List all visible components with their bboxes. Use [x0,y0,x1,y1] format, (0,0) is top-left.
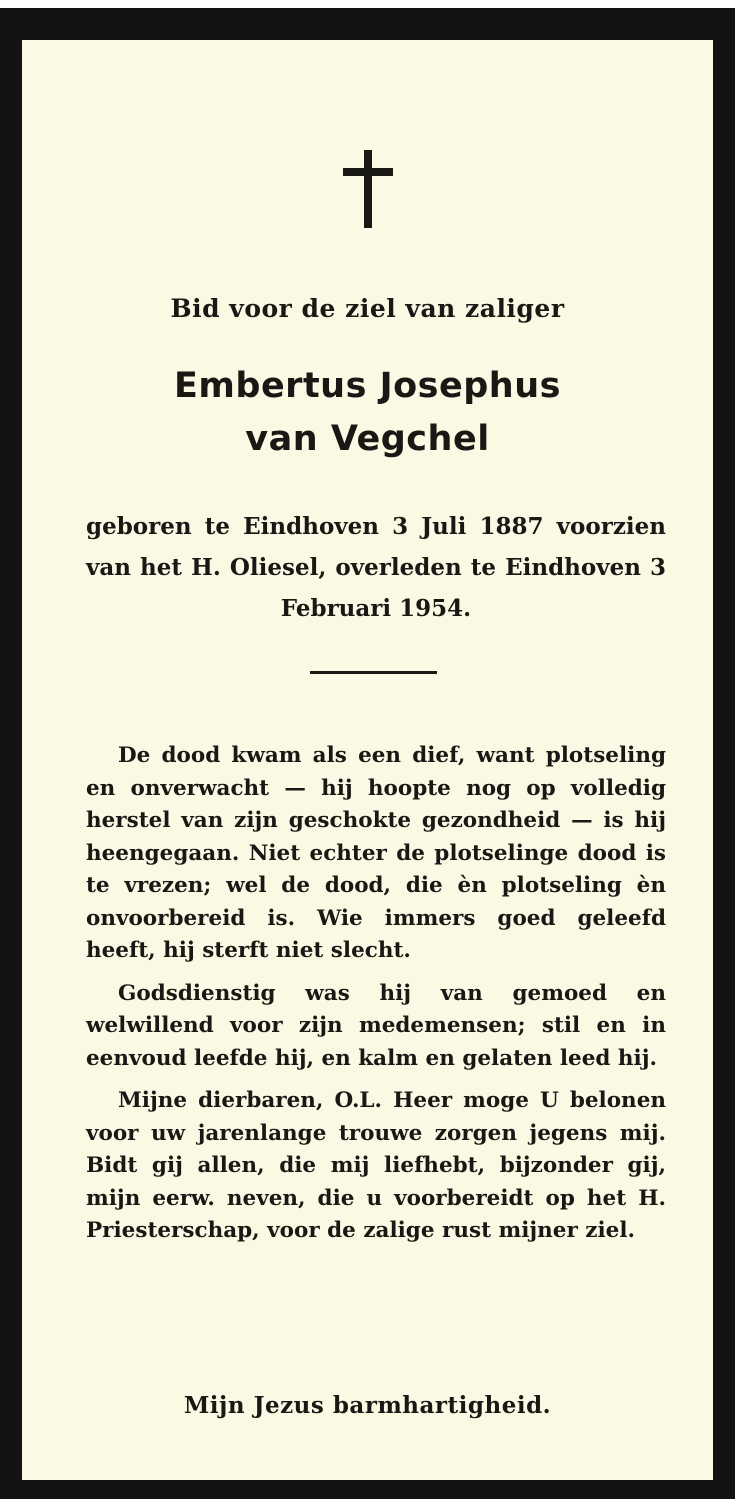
cross-icon [22,150,713,240]
deceased-name-first: Embertus Josephus [174,366,561,406]
deceased-name-last: van Vegchel [245,419,490,459]
paragraph-2: Godsdienstig was hij van gemoed en welwillend voor zijn medemensen; stil en in eenvoud leefde hij, en kalm en gelaten leed hij. [86,980,666,1071]
memorial-text [86,740,666,1258]
paragraph-1: De dood kwam als een dief, want plotseling en onverwacht — hij hoopte nog op volledig herstel van zijn geschokte gezondheid — is hij heengegaan. Niet echter de plotselinge dood is te vrezen; wel de dood, die èn plotseling èn onvoorbereid is. Wie immers goed geleefd heeft, hij sterft niet slecht. [86,743,666,963]
birth-death-details: geboren te Eindhoven 3 Juli 1887 voorzien van het H. Oliesel, overleden te Eindhoven 3 Februari 1954. [86,513,666,622]
card-paper [22,40,713,1480]
divider-line [310,671,437,674]
intro-line: Bid voor de ziel van zaliger [170,294,565,323]
memorial-card [0,8,735,1499]
closing-prayer: Mijn Jezus barmhartigheid. [183,1392,552,1419]
paragraph-3: Mijne dierbaren, O.L. Heer moge U belonen voor uw jarenlange trouwe zorgen jegens mij. Bidt gij allen, die mij liefhebt, bijzonder gij, mijn eerw. neven, die u voorbereidt op het H. Priesterschap, voor de zalige rust mijner ziel. [86,1088,666,1243]
